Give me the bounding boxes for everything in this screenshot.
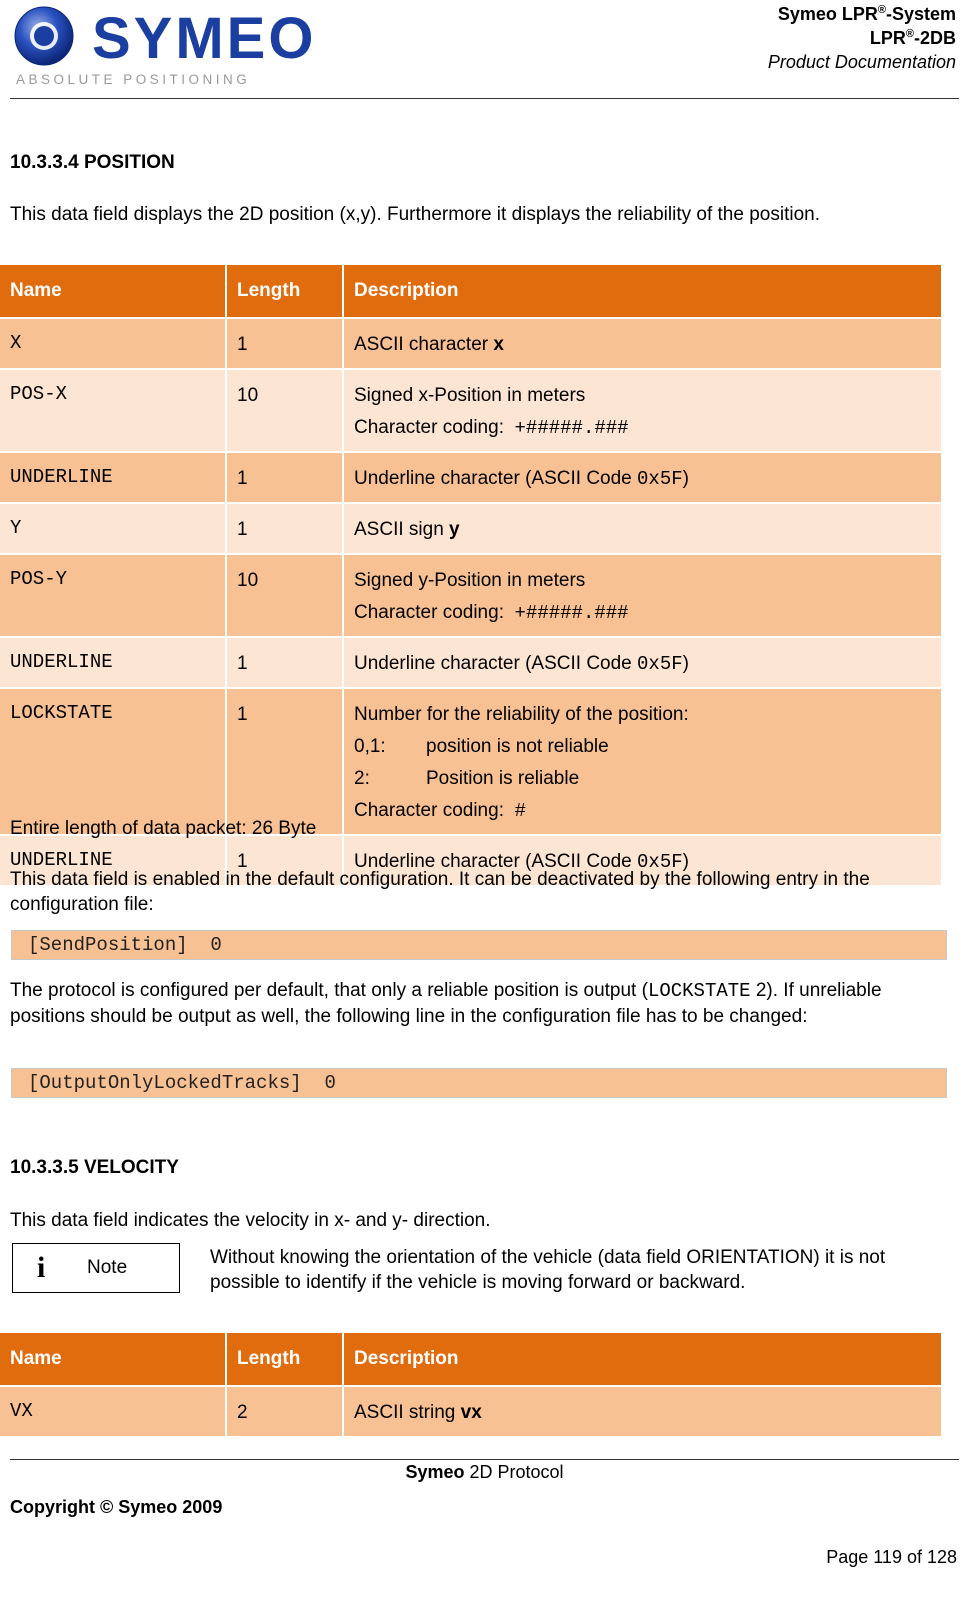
field-length: 2 xyxy=(226,1386,343,1436)
field-name: Y xyxy=(0,503,226,554)
info-icon: i xyxy=(37,1251,46,1284)
field-name: UNDERLINE xyxy=(0,452,226,503)
header-system: Symeo LPR®-System xyxy=(777,4,956,24)
field-length: 10 xyxy=(226,369,343,452)
position-table xyxy=(0,265,941,885)
field-name: UNDERLINE xyxy=(0,835,226,885)
footer-page-number: Page 119 of 128 xyxy=(826,1547,957,1567)
header-rule xyxy=(10,98,959,99)
field-length: 1 xyxy=(226,452,343,503)
section-heading-position: 10.3.3.4 POSITION xyxy=(10,152,175,173)
header-title-block xyxy=(768,2,956,74)
field-length: 1 xyxy=(226,688,343,835)
field-length: 1 xyxy=(226,637,343,688)
logo-wordmark: SYMEO xyxy=(92,6,317,71)
table-row xyxy=(0,318,941,369)
enabled-text: This data field is enabled in the default configuration. It can be deactivated by the following entry in the configuration file: xyxy=(10,869,870,915)
velocity-table xyxy=(0,1333,941,1436)
section-intro-position: This data field displays the 2D position (x,y). Furthermore it displays the reliability of the position. xyxy=(10,204,820,225)
config-code-sendposition: [SendPosition] 0 xyxy=(11,930,947,960)
col-header-description: Description xyxy=(343,265,941,318)
field-name: POS-Y xyxy=(0,554,226,637)
field-description: Number for the reliability of the position: 0,1: position is not reliable 2: Position is reliable Character coding: # xyxy=(343,688,941,835)
logo-tagline: ABSOLUTE POSITIONING xyxy=(16,72,251,87)
footer-doc-title: Symeo 2D Protocol xyxy=(405,1462,564,1482)
footer-rule xyxy=(10,1459,959,1460)
field-description: Underline character (ASCII Code 0x5F) xyxy=(343,835,941,885)
field-description: ASCII sign y xyxy=(343,503,941,554)
table-row xyxy=(0,688,941,835)
table-row xyxy=(0,503,941,554)
field-description: ASCII character x xyxy=(343,318,941,369)
config-code-outputonlylockedtracks: [OutputOnlyLockedTracks] 0 xyxy=(11,1068,947,1098)
field-length: 1 xyxy=(226,318,343,369)
col-header-name: Name xyxy=(0,1333,226,1386)
table-row xyxy=(0,452,941,503)
field-description: Signed x-Position in meters Character coding: +#####.### xyxy=(343,369,941,452)
field-description: Underline character (ASCII Code 0x5F) xyxy=(343,637,941,688)
field-name: VX xyxy=(0,1386,226,1436)
field-name: LOCKSTATE xyxy=(0,688,226,835)
field-name: X xyxy=(0,318,226,369)
table-row xyxy=(0,1386,941,1436)
field-name: UNDERLINE xyxy=(0,637,226,688)
col-header-name: Name xyxy=(0,265,226,318)
field-description: Signed y-Position in meters Character coding: +#####.### xyxy=(343,554,941,637)
col-header-description: Description xyxy=(343,1333,941,1386)
header-product: LPR®-2DB xyxy=(869,28,956,48)
footer-copyright: Copyright © Symeo 2009 xyxy=(10,1497,223,1517)
note-box xyxy=(12,1243,180,1293)
field-length: 1 xyxy=(226,503,343,554)
section-intro-velocity: This data field indicates the velocity in x- and y- direction. xyxy=(10,1210,491,1231)
field-length: 1 xyxy=(226,835,343,885)
field-description: Underline character (ASCII Code 0x5F) xyxy=(343,452,941,503)
note-text: Without knowing the orientation of the vehicle (data field ORIENTATION) it is not possible to identify if the vehicle is moving forward or backward. xyxy=(210,1247,886,1293)
symeo-logo xyxy=(14,6,317,90)
field-length: 10 xyxy=(226,554,343,637)
entire-length-text: Entire length of data packet: 26 Byte xyxy=(10,818,317,839)
col-header-length: Length xyxy=(226,1333,343,1386)
table-row xyxy=(0,369,941,452)
section-heading-velocity: 10.3.3.5 VELOCITY xyxy=(10,1157,179,1178)
header-doc-type: Product Documentation xyxy=(767,52,956,72)
col-header-length: Length xyxy=(226,265,343,318)
field-description: ASCII string vx xyxy=(343,1386,941,1436)
protocol-text: The protocol is configured per default, that only a reliable position is output (LOCKSTATE 2). If unreliable positions should be output as well, the following line in the configuration file has to be changed: xyxy=(10,980,882,1027)
note-label: Note xyxy=(87,1257,128,1278)
table-row xyxy=(0,637,941,688)
field-name: POS-X xyxy=(0,369,226,452)
table-row xyxy=(0,554,941,637)
